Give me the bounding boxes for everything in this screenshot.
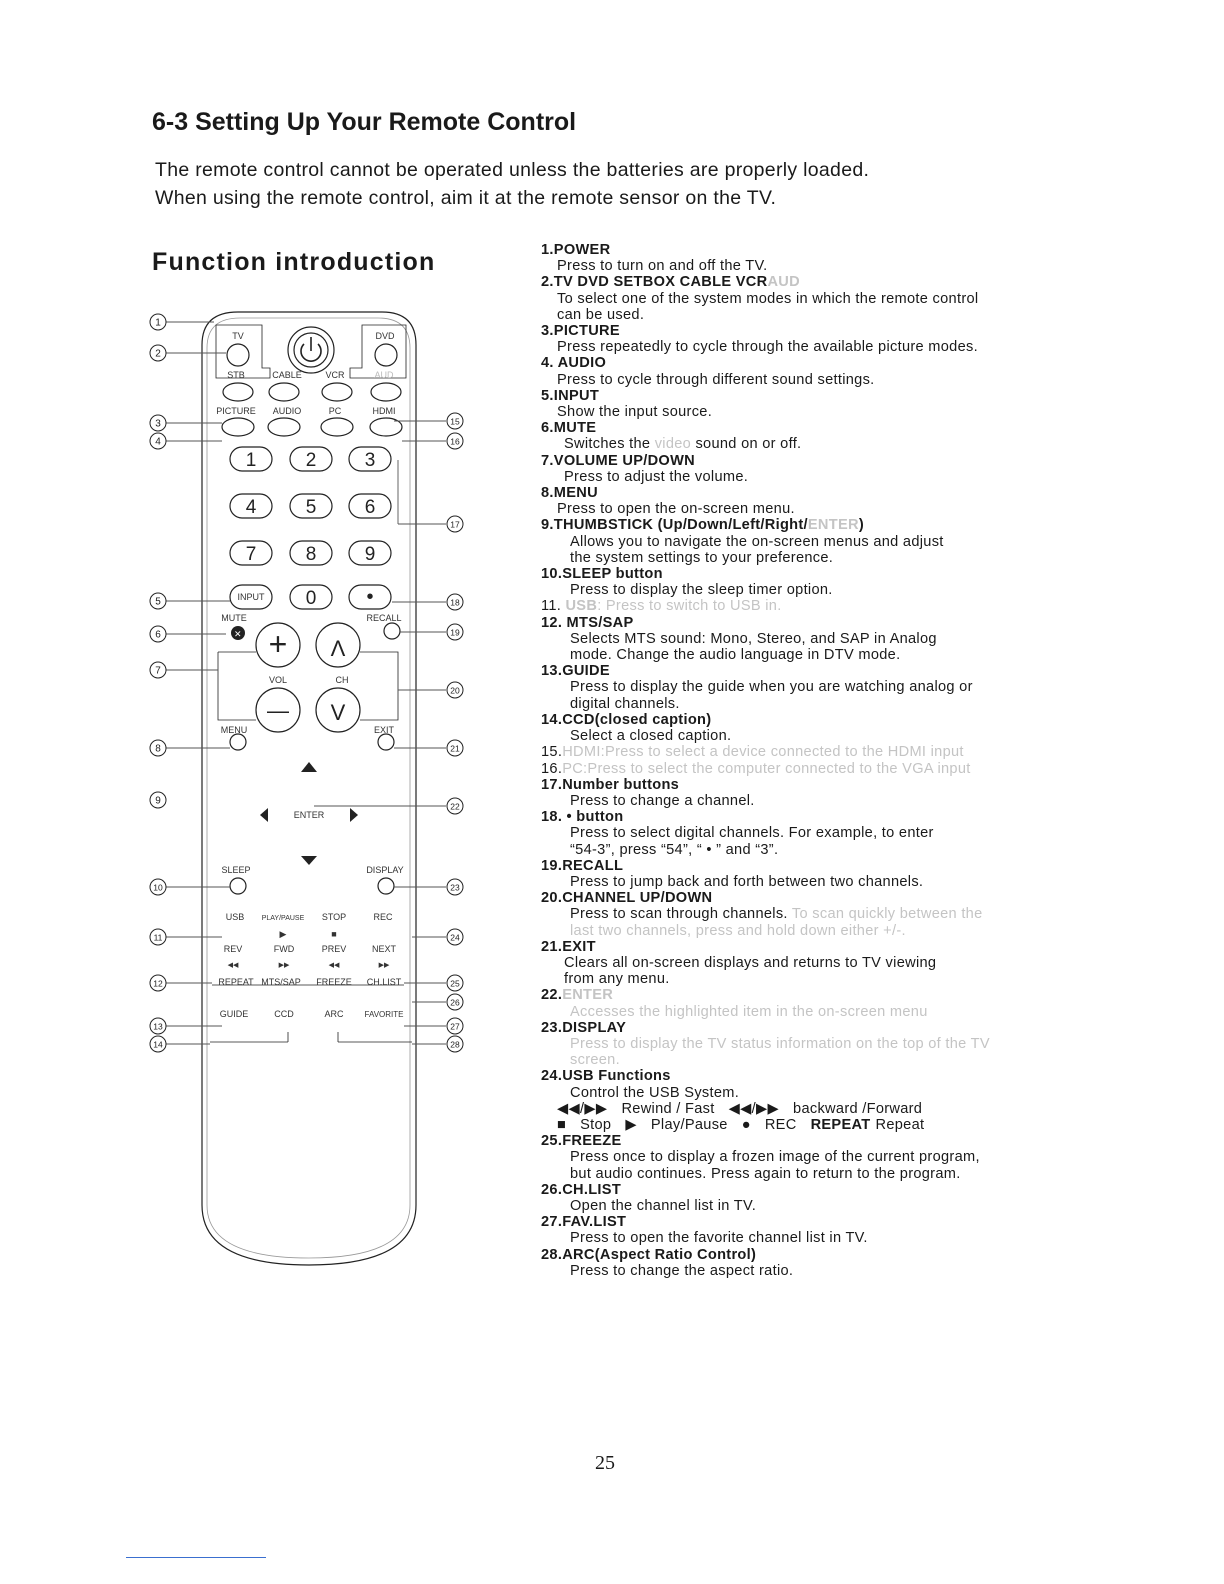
function-desc: the system settings to your preference. bbox=[570, 549, 834, 566]
vcr-button bbox=[322, 383, 352, 401]
callout-number: 25 bbox=[450, 978, 460, 989]
display-button bbox=[378, 878, 394, 894]
function-item bbox=[541, 777, 1101, 809]
remote-label: ARC bbox=[324, 1009, 344, 1019]
remote-label: REC bbox=[373, 912, 393, 922]
function-number: 19. bbox=[541, 857, 563, 874]
function-name-end: ) bbox=[858, 517, 865, 534]
page-number: 25 bbox=[595, 1452, 615, 1474]
function-heading bbox=[541, 890, 1101, 906]
function-number: 7. bbox=[541, 452, 554, 469]
function-number: 10. bbox=[541, 566, 563, 583]
remote-label: HDMI bbox=[372, 406, 396, 416]
callout-number: 17 bbox=[450, 519, 460, 530]
usb-text: Repeat bbox=[875, 1116, 925, 1133]
function-heading bbox=[541, 355, 1101, 371]
callout-number: 19 bbox=[450, 627, 460, 638]
function-number: 15. bbox=[541, 744, 563, 761]
function-name: MENU bbox=[553, 485, 598, 502]
function-name: RECALL bbox=[562, 857, 624, 874]
function-heading bbox=[541, 858, 1101, 874]
function-desc: digital channels. bbox=[570, 695, 680, 712]
function-heading bbox=[541, 453, 1101, 469]
callout-number: 23 bbox=[450, 882, 460, 893]
function-desc: PC:Press to select the computer connected to the VGA input bbox=[562, 760, 971, 777]
callout-number: 1 bbox=[155, 317, 161, 329]
function-number: 23. bbox=[541, 1019, 563, 1036]
function-name: DISPLAY bbox=[562, 1019, 627, 1036]
function-desc: Press to change the aspect ratio. bbox=[570, 1262, 794, 1279]
function-number: 28. bbox=[541, 1246, 563, 1263]
ch-up-label: Λ bbox=[330, 636, 346, 661]
function-number: 13. bbox=[541, 663, 563, 680]
remote-label: GUIDE bbox=[219, 1009, 249, 1019]
function-name: GUIDE bbox=[562, 663, 610, 680]
desc-text: Switches the bbox=[564, 436, 655, 453]
number-3-label: 3 bbox=[364, 450, 376, 471]
function-desc: Press to jump back and forth between two channels. bbox=[570, 873, 924, 890]
function-name: THUMBSTICK (Up/Down/Left/Right/ bbox=[553, 517, 808, 534]
function-desc: can be used. bbox=[557, 306, 645, 323]
intro-line: The remote control cannot be operated unless the batteries are properly loaded. bbox=[155, 159, 870, 181]
remote-label: FWD bbox=[273, 944, 295, 954]
number-9-label: 9 bbox=[364, 544, 376, 565]
remote-label: PREV bbox=[321, 944, 347, 954]
callout-number: 10 bbox=[153, 882, 163, 893]
remote-label: TV bbox=[232, 331, 244, 341]
function-heading bbox=[541, 1020, 1101, 1036]
remote-label: MUTE bbox=[221, 613, 247, 623]
function-item bbox=[541, 323, 1101, 355]
function-list bbox=[541, 242, 1101, 1279]
dvd-button bbox=[375, 344, 397, 366]
remote-label: MENU bbox=[220, 725, 248, 735]
function-heading bbox=[541, 1133, 1101, 1149]
function-name-faint: ENTER bbox=[807, 517, 859, 534]
usb-text: Stop bbox=[580, 1116, 612, 1133]
callout-number: 16 bbox=[450, 436, 460, 447]
section-title: Function introduction bbox=[152, 248, 436, 276]
number-7-label: 7 bbox=[245, 544, 257, 565]
function-heading bbox=[541, 777, 1101, 793]
function-name: MUTE bbox=[553, 420, 597, 437]
callout-number: 28 bbox=[450, 1039, 460, 1050]
rewind-fast-icon: ◀◀/▶▶ bbox=[557, 1100, 608, 1117]
svg-text:▶: ▶ bbox=[279, 929, 287, 939]
function-heading bbox=[541, 809, 1101, 825]
callout-number: 6 bbox=[155, 629, 161, 641]
function-item bbox=[541, 1020, 1101, 1069]
function-heading bbox=[541, 274, 1101, 290]
function-number: 4. bbox=[541, 355, 558, 372]
function-item bbox=[541, 761, 1101, 777]
remote-label: INPUT bbox=[237, 592, 265, 602]
function-item bbox=[541, 615, 1101, 664]
function-number: 25. bbox=[541, 1133, 563, 1150]
remote-label: DVD bbox=[375, 331, 395, 341]
svg-text:▶▶: ▶▶ bbox=[278, 962, 290, 969]
function-number: 18. bbox=[541, 809, 567, 826]
function-desc: mode. Change the audio language in DTV mode. bbox=[570, 647, 901, 664]
function-item bbox=[541, 420, 1101, 452]
callout-number: 15 bbox=[450, 416, 460, 427]
function-desc: Press to turn on and off the TV. bbox=[557, 258, 768, 275]
function-item bbox=[541, 453, 1101, 485]
function-name: EXIT bbox=[562, 938, 596, 955]
remote-label: USB bbox=[225, 912, 245, 922]
remote-label: CH bbox=[335, 675, 349, 685]
function-desc: Selects MTS sound: Mono, Stereo, and SAP in Analog bbox=[570, 630, 937, 647]
menu-button bbox=[230, 734, 246, 750]
function-item bbox=[541, 1068, 1101, 1133]
function-name: POWER bbox=[553, 242, 611, 258]
function-number: 17. bbox=[541, 776, 563, 793]
callout-number: 3 bbox=[155, 418, 161, 430]
callout-number: 20 bbox=[450, 685, 460, 696]
function-heading bbox=[541, 615, 1101, 631]
function-number: 5. bbox=[541, 387, 554, 404]
function-desc: from any menu. bbox=[564, 971, 670, 988]
function-item bbox=[541, 858, 1101, 890]
function-item bbox=[541, 517, 1101, 566]
function-desc: Press repeatedly to cycle through the available picture modes. bbox=[557, 339, 978, 356]
callout-number: 9 bbox=[155, 795, 161, 807]
desc-faint: Press to display the TV status information on the top of the TV bbox=[570, 1035, 990, 1052]
function-desc bbox=[541, 436, 1101, 452]
record-icon: ● bbox=[741, 1116, 751, 1133]
callout-number: 2 bbox=[155, 348, 161, 360]
function-item bbox=[541, 274, 1101, 323]
callout-number: 27 bbox=[450, 1021, 460, 1032]
desc-faint: video bbox=[654, 436, 692, 453]
remote-label: REV bbox=[223, 944, 243, 954]
callout-number: 21 bbox=[450, 743, 460, 754]
function-desc: Show the input source. bbox=[557, 404, 713, 421]
function-desc: Press to open the favorite channel list in TV. bbox=[570, 1230, 868, 1247]
function-name-faint: ENTER bbox=[562, 987, 614, 1004]
function-number: 3. bbox=[541, 323, 554, 340]
usb-function-line bbox=[541, 1117, 1101, 1133]
desc-faint: To scan quickly between the bbox=[791, 906, 983, 923]
function-number: 27. bbox=[541, 1214, 563, 1231]
function-desc: Press to display the guide when you are watching analog or bbox=[570, 679, 973, 696]
desc-faint: screen. bbox=[570, 1052, 620, 1069]
callout-number: 26 bbox=[450, 997, 460, 1008]
function-name-faint: AUD bbox=[767, 274, 800, 291]
function-name: CCD(closed caption) bbox=[562, 711, 712, 728]
function-heading bbox=[541, 485, 1101, 501]
desc-text: sound on or off. bbox=[691, 436, 802, 453]
callout-number: 13 bbox=[153, 1021, 163, 1032]
function-name: PICTURE bbox=[553, 323, 620, 340]
callout-number: 24 bbox=[450, 932, 460, 943]
function-name: MTS/SAP bbox=[566, 614, 634, 631]
function-name: VOLUME UP/DOWN bbox=[553, 452, 695, 469]
function-item bbox=[541, 1247, 1101, 1279]
remote-label: REPEAT bbox=[218, 977, 254, 987]
function-name: SLEEP button bbox=[562, 566, 663, 583]
tv-button bbox=[227, 344, 249, 366]
play-icon: ▶ bbox=[625, 1116, 637, 1133]
function-name: INPUT bbox=[553, 387, 600, 404]
function-name: AUDIO bbox=[557, 355, 607, 372]
number-8-label: 8 bbox=[305, 544, 317, 565]
function-desc: Press to select digital channels. For example, to enter bbox=[570, 825, 934, 842]
callout-number: 5 bbox=[155, 596, 161, 608]
function-item bbox=[541, 598, 1101, 614]
function-item bbox=[541, 744, 1101, 760]
svg-text:◀◀: ◀◀ bbox=[328, 962, 340, 969]
function-name: TV DVD SETBOX CABLE VCR bbox=[553, 274, 768, 291]
function-desc: “54-3”, press “54”, “ • ” and “3”. bbox=[570, 841, 779, 858]
function-item bbox=[541, 987, 1101, 1019]
remote-diagram bbox=[140, 300, 480, 1280]
number-6-label: 6 bbox=[364, 497, 376, 518]
sleep-button bbox=[230, 878, 246, 894]
function-desc: Press to cycle through different sound settings. bbox=[557, 371, 875, 388]
function-item bbox=[541, 890, 1101, 939]
remote-label: PLAY/PAUSE bbox=[261, 915, 305, 922]
function-heading bbox=[541, 1214, 1101, 1230]
usb-text: REC bbox=[764, 1116, 797, 1133]
nav-up-arrow bbox=[301, 762, 317, 772]
desc-faint: last two channels, press and hold down either +/-. bbox=[570, 922, 906, 939]
function-item bbox=[541, 663, 1101, 712]
function-number: 12. bbox=[541, 614, 567, 631]
desc-text: Press to scan through channels. bbox=[570, 906, 792, 923]
remote-label: SLEEP bbox=[221, 865, 251, 875]
callout-number: 11 bbox=[153, 932, 163, 943]
remote-label: NEXT bbox=[371, 944, 397, 954]
function-name: CHANNEL UP/DOWN bbox=[562, 890, 713, 907]
nav-left-arrow bbox=[260, 808, 268, 822]
function-heading bbox=[541, 939, 1101, 955]
function-number: 9. bbox=[541, 517, 554, 534]
function-desc: Press to adjust the volume. bbox=[564, 468, 749, 485]
cable-button bbox=[269, 383, 299, 401]
function-name: FAV.LIST bbox=[562, 1214, 627, 1231]
function-number: 24. bbox=[541, 1068, 563, 1085]
function-number: 20. bbox=[541, 890, 563, 907]
function-heading bbox=[541, 517, 1101, 533]
usb-text: Play/Pause bbox=[650, 1116, 728, 1133]
function-desc: Open the channel list in TV. bbox=[570, 1197, 757, 1214]
remote-label: CH.LIST bbox=[366, 977, 402, 987]
function-number: 16. bbox=[541, 760, 563, 777]
audio-button bbox=[268, 418, 300, 436]
number-0-label: 0 bbox=[305, 588, 317, 609]
function-number: 6. bbox=[541, 420, 554, 437]
function-item bbox=[541, 566, 1101, 598]
pc-button bbox=[321, 418, 353, 436]
remote-label: FAVORITE bbox=[364, 1010, 404, 1019]
function-item bbox=[541, 712, 1101, 744]
function-heading bbox=[541, 761, 1101, 777]
remote-label: EXIT bbox=[373, 725, 395, 735]
intro-line: When using the remote control, aim it at the remote sensor on the TV. bbox=[155, 187, 777, 209]
callout-number: 12 bbox=[153, 978, 163, 989]
function-heading bbox=[541, 712, 1101, 728]
function-number: 26. bbox=[541, 1181, 563, 1198]
remote-label: VCR bbox=[325, 370, 345, 380]
function-name: FREEZE bbox=[562, 1133, 622, 1150]
function-heading bbox=[541, 323, 1101, 339]
function-desc: Select a closed caption. bbox=[570, 728, 732, 745]
function-desc: To select one of the system modes in which the remote control bbox=[557, 290, 979, 307]
remote-label: CCD bbox=[274, 1009, 294, 1019]
nav-right-arrow bbox=[350, 808, 358, 822]
usb-function-line bbox=[541, 1101, 1101, 1117]
backward-forward-icon: ◀◀/▶▶ bbox=[728, 1100, 780, 1117]
remote-label: STOP bbox=[321, 912, 347, 922]
aud-button bbox=[371, 383, 401, 401]
page-title: 6-3 Setting Up Your Remote Control bbox=[152, 108, 577, 136]
function-heading bbox=[541, 1182, 1101, 1198]
remote-label: MTS/SAP bbox=[261, 977, 301, 987]
function-desc: Press to open the on-screen menu. bbox=[557, 501, 795, 518]
function-item bbox=[541, 355, 1101, 387]
desc-faint: Accesses the highlighted item in the on-screen menu bbox=[570, 1003, 928, 1020]
function-number: 8. bbox=[541, 485, 554, 502]
remote-label: VOL bbox=[268, 675, 288, 685]
function-number: 11. bbox=[541, 598, 566, 615]
callout-number: 22 bbox=[450, 801, 460, 812]
callout-number: 14 bbox=[153, 1039, 163, 1050]
function-heading bbox=[541, 987, 1101, 1003]
function-number: 21. bbox=[541, 938, 563, 955]
function-item bbox=[541, 242, 1101, 274]
function-desc: Press to display the sleep timer option. bbox=[570, 582, 833, 599]
usb-text: Rewind / Fast bbox=[621, 1100, 715, 1117]
function-name: USB Functions bbox=[562, 1068, 671, 1085]
function-item bbox=[541, 939, 1101, 988]
number-4-label: 4 bbox=[245, 497, 257, 518]
stop-icon: ■ bbox=[557, 1116, 567, 1133]
function-number: 2. bbox=[541, 274, 554, 291]
function-desc: Press to change a channel. bbox=[570, 792, 755, 809]
remote-label: DISPLAY bbox=[366, 865, 404, 875]
function-desc: Allows you to navigate the on-screen menus and adjust bbox=[570, 533, 944, 550]
callout-number: 18 bbox=[450, 597, 460, 608]
function-desc: but audio continues. Press again to return to the program. bbox=[570, 1165, 961, 1182]
usb-bold-text: REPEAT bbox=[810, 1116, 871, 1133]
function-heading bbox=[541, 1068, 1101, 1084]
function-heading bbox=[541, 242, 1101, 258]
svg-text:◀◀: ◀◀ bbox=[227, 962, 239, 969]
function-item bbox=[541, 1133, 1101, 1182]
function-item bbox=[541, 388, 1101, 420]
usb-text: backward /Forward bbox=[793, 1100, 923, 1117]
remote-label: ENTER bbox=[293, 810, 325, 820]
function-heading bbox=[541, 744, 1101, 760]
minus-label: — bbox=[267, 698, 289, 723]
function-heading bbox=[541, 1247, 1101, 1263]
remote-label: AUD bbox=[374, 370, 394, 380]
callout-number: 8 bbox=[155, 743, 161, 755]
function-desc: : Press to switch to USB in. bbox=[597, 598, 782, 615]
callout-number: 4 bbox=[155, 436, 161, 448]
remote-label: STB bbox=[227, 370, 245, 380]
picture-button bbox=[222, 418, 254, 436]
function-heading bbox=[541, 388, 1101, 404]
function-desc bbox=[541, 906, 1101, 922]
function-heading bbox=[541, 566, 1101, 582]
number-2-label: 2 bbox=[305, 450, 317, 471]
function-desc: Clears all on-screen displays and returns to TV viewing bbox=[564, 954, 937, 971]
function-desc: Control the USB System. bbox=[570, 1084, 740, 1101]
number-5-label: 5 bbox=[305, 497, 317, 518]
callout-number: 7 bbox=[155, 665, 161, 677]
remote-label: CABLE bbox=[272, 370, 302, 380]
svg-text:▶▶: ▶▶ bbox=[378, 962, 390, 969]
remote-label: PC bbox=[328, 406, 342, 416]
function-heading bbox=[541, 598, 1101, 614]
function-item bbox=[541, 485, 1101, 517]
function-heading bbox=[541, 663, 1101, 679]
exit-button bbox=[378, 734, 394, 750]
nav-down-arrow bbox=[301, 856, 317, 865]
function-heading bbox=[541, 420, 1101, 436]
function-number: 22. bbox=[541, 987, 563, 1004]
remote-label: PICTURE bbox=[216, 406, 256, 416]
function-desc: Press once to display a frozen image of the current program, bbox=[570, 1149, 980, 1166]
footer-rule bbox=[126, 1557, 266, 1558]
function-item bbox=[541, 809, 1101, 858]
intro-paragraph bbox=[155, 156, 869, 212]
function-item bbox=[541, 1182, 1101, 1214]
function-number: 14. bbox=[541, 711, 563, 728]
svg-text:✕: ✕ bbox=[234, 629, 242, 639]
dot-label: • bbox=[366, 586, 374, 608]
ch-down-label: V bbox=[330, 700, 346, 725]
remote-label: FREEZE bbox=[316, 977, 352, 987]
svg-text:■: ■ bbox=[331, 929, 337, 939]
function-number: 1. bbox=[541, 242, 554, 258]
recall-button bbox=[384, 623, 400, 639]
function-name: Number buttons bbox=[562, 776, 680, 793]
function-item bbox=[541, 1214, 1101, 1246]
remote-label: RECALL bbox=[366, 613, 402, 623]
stb-button bbox=[223, 383, 253, 401]
function-name: • button bbox=[566, 809, 624, 826]
function-name: USB bbox=[565, 598, 598, 615]
function-desc: HDMI:Press to select a device connected to the HDMI input bbox=[562, 744, 964, 761]
number-1-label: 1 bbox=[245, 450, 257, 471]
function-name: CH.LIST bbox=[562, 1181, 622, 1198]
remote-label: AUDIO bbox=[272, 406, 302, 416]
function-name: ARC(Aspect Ratio Control) bbox=[562, 1246, 757, 1263]
plus-label: + bbox=[268, 626, 288, 662]
